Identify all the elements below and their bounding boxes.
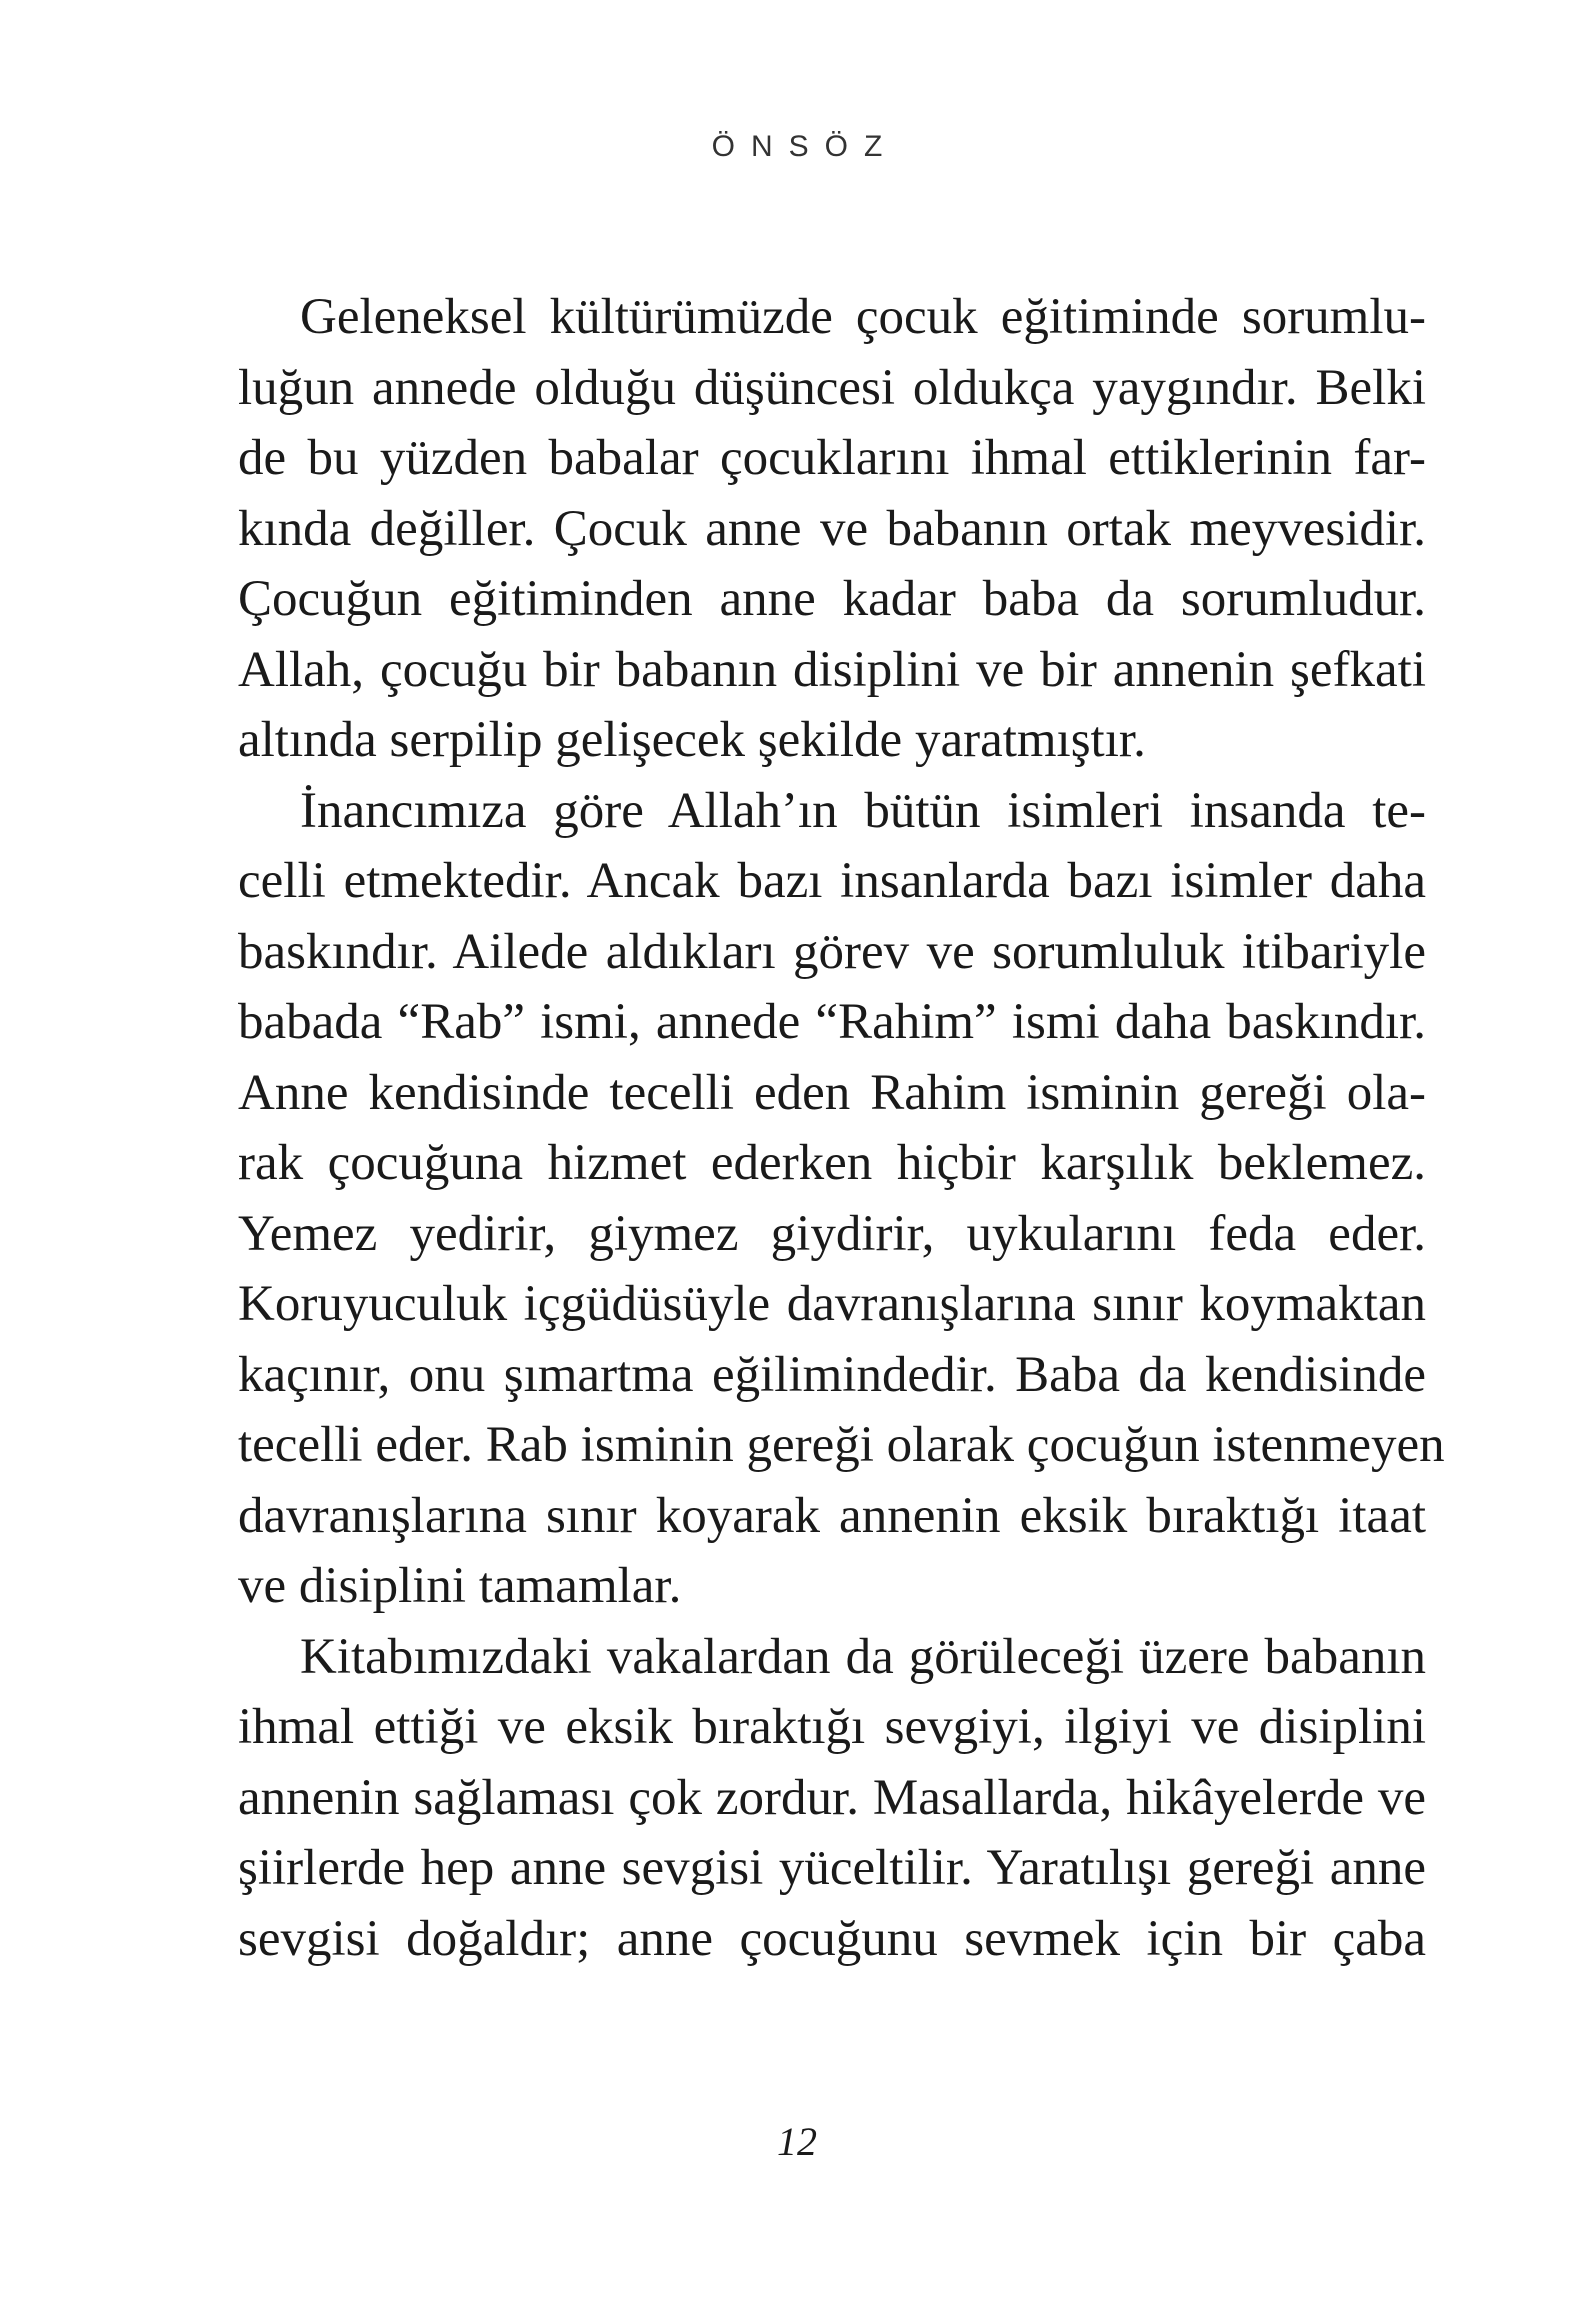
paragraph-3-line-5: sevgisi doğaldır; anne çocuğunu sevmek için bir çaba [238, 1910, 1426, 1967]
paragraph-2-line-5: Anne kendisinde tecelli eden Rahim isminin gereği ola- [238, 1064, 1426, 1121]
paragraph-2-line-3: baskındır. Ailede aldıkları görev ve sorumluluk itibariyle [238, 923, 1426, 980]
paragraph-1-line-5: Çocuğun eğitiminden anne kadar baba da sorumludur. [238, 571, 1426, 627]
paragraph-2-line-2: celli etmektedir. Ancak bazı insanlarda bazı isimler daha [238, 853, 1426, 909]
paragraph-2-line-7: Yemez yedirir, giymez giydirir, uykularını feda eder. [238, 1205, 1426, 1262]
running-header: ÖNSÖZ [711, 130, 899, 163]
paragraph-2-line-12: ve disiplini tamamlar. [238, 1558, 682, 1614]
paragraph-3-line-2: ihmal ettiği ve eksik bıraktığı sevgiyi, ilgiyi ve disiplini [238, 1699, 1426, 1755]
paragraph-1-line-1: Geleneksel kültürümüzde çocuk eğitiminde sorumlu- [300, 289, 1426, 345]
paragraph-1-line-3: de bu yüzden babalar çocuklarını ihmal ettiklerinin far- [238, 430, 1426, 486]
paragraph-1-line-6: Allah, çocuğu bir babanın disiplini ve bir annenin şefkati [238, 641, 1426, 698]
paragraph-3-line-4: şiirlerde hep anne sevgisi yüceltilir. Yaratılışı gereği anne [238, 1840, 1426, 1896]
paragraph-2-line-9: kaçınır, onu şımartma eğilimindedir. Baba da kendisinde [238, 1346, 1426, 1403]
paragraph-2-line-4: babada “Rab” ismi, annede “Rahim” ismi daha baskındır. [238, 994, 1426, 1050]
body-text [238, 282, 1445, 1974]
paragraph-2-line-10: tecelli eder. Rab isminin gereği olarak çocuğun istenmeyen [238, 1417, 1445, 1473]
paragraph-1-line-7: altında serpilip gelişecek şekilde yaratmıştır. [238, 712, 1146, 768]
paragraph-2-line-8: Koruyuculuk içgüdüsüyle davranışlarına sınır koymaktan [238, 1276, 1426, 1332]
paragraph-1-line-4: kında değiller. Çocuk anne ve babanın ortak meyvesidir. [238, 500, 1426, 557]
paragraph-2-line-1: İnancımıza göre Allah’ın bütün isimleri insanda te- [300, 782, 1426, 839]
paragraph-1-line-2: luğun annede olduğu düşüncesi oldukça yaygındır. Belki [238, 359, 1426, 416]
page-number: 12 [777, 2119, 817, 2164]
paragraph-2-line-11: davranışlarına sınır koyarak annenin eksik bıraktığı itaat [238, 1487, 1426, 1544]
paragraph-2-line-6: rak çocuğuna hizmet ederken hiçbir karşılık beklemez. [238, 1135, 1426, 1191]
paragraph-3-line-3: annenin sağlaması çok zordur. Masallarda, hikâyelerde ve [238, 1769, 1426, 1826]
paragraph-3-line-1: Kitabımızdaki vakalardan da görüleceği üzere babanın [300, 1628, 1426, 1685]
